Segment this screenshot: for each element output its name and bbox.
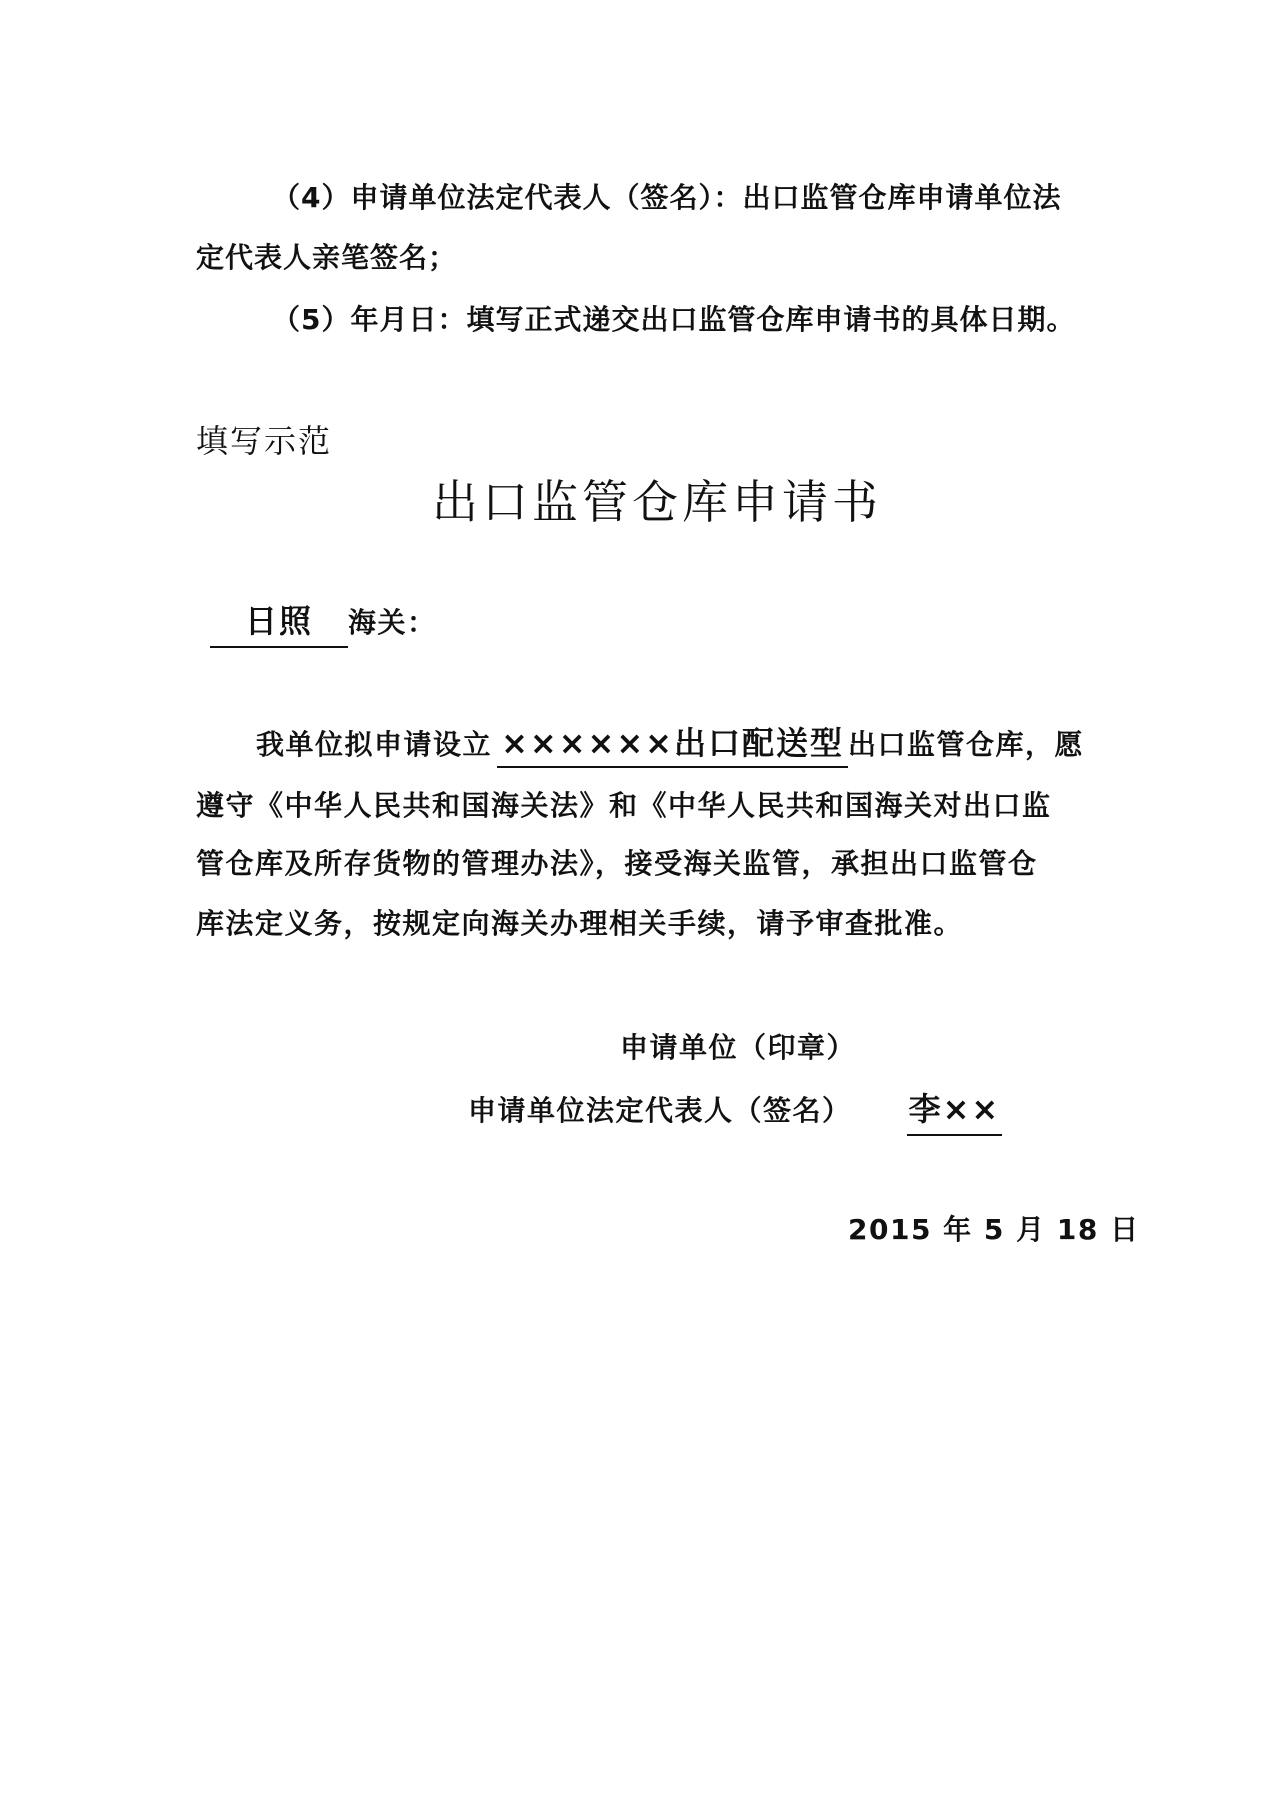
addressee-suffix: 海关： — [348, 606, 437, 639]
body-line-4: 库法定义务，按规定向海关办理相关手续，请予审查批准。 — [196, 907, 964, 940]
legal-rep-signature: 李×× — [907, 1084, 1003, 1136]
document-title: 出口监管仓库申请书 — [432, 475, 882, 529]
body-line-3: 管仓库及所存货物的管理办法》，接受海关监管，承担出口监管仓 — [196, 847, 1038, 880]
instruction-item-5: （5）年月日：填写正式递交出口监管仓库申请书的具体日期。 — [272, 303, 1076, 336]
example-label: 填写示范 — [196, 422, 333, 460]
application-date: 2015 年 5 月 18 日 — [848, 1213, 1140, 1246]
customs-name-field: 日照 — [210, 596, 348, 648]
instruction-item-4-line-1: （4）申请单位法定代表人（签名）：出口监管仓库申请单位法 — [272, 181, 1062, 214]
body-line-1-suffix: 出口监管仓库，愿 — [848, 728, 1085, 761]
instruction-item-4-line-2: 定代表人亲笔签名； — [196, 241, 458, 274]
applicant-seal-label: 申请单位（印章） — [620, 1031, 857, 1064]
body-line-2: 遵守《中华人民共和国海关法》和《中华人民共和国海关对出口监 — [196, 789, 1052, 822]
body-line-1 — [256, 718, 1084, 768]
addressee-line — [210, 596, 437, 648]
legal-rep-line — [468, 1084, 1002, 1136]
body-prefix: 我单位拟申请设立 — [256, 728, 493, 761]
legal-rep-label: 申请单位法定代表人（签名） — [468, 1094, 852, 1127]
warehouse-name-field: ××××××出口配送型 — [497, 718, 848, 768]
